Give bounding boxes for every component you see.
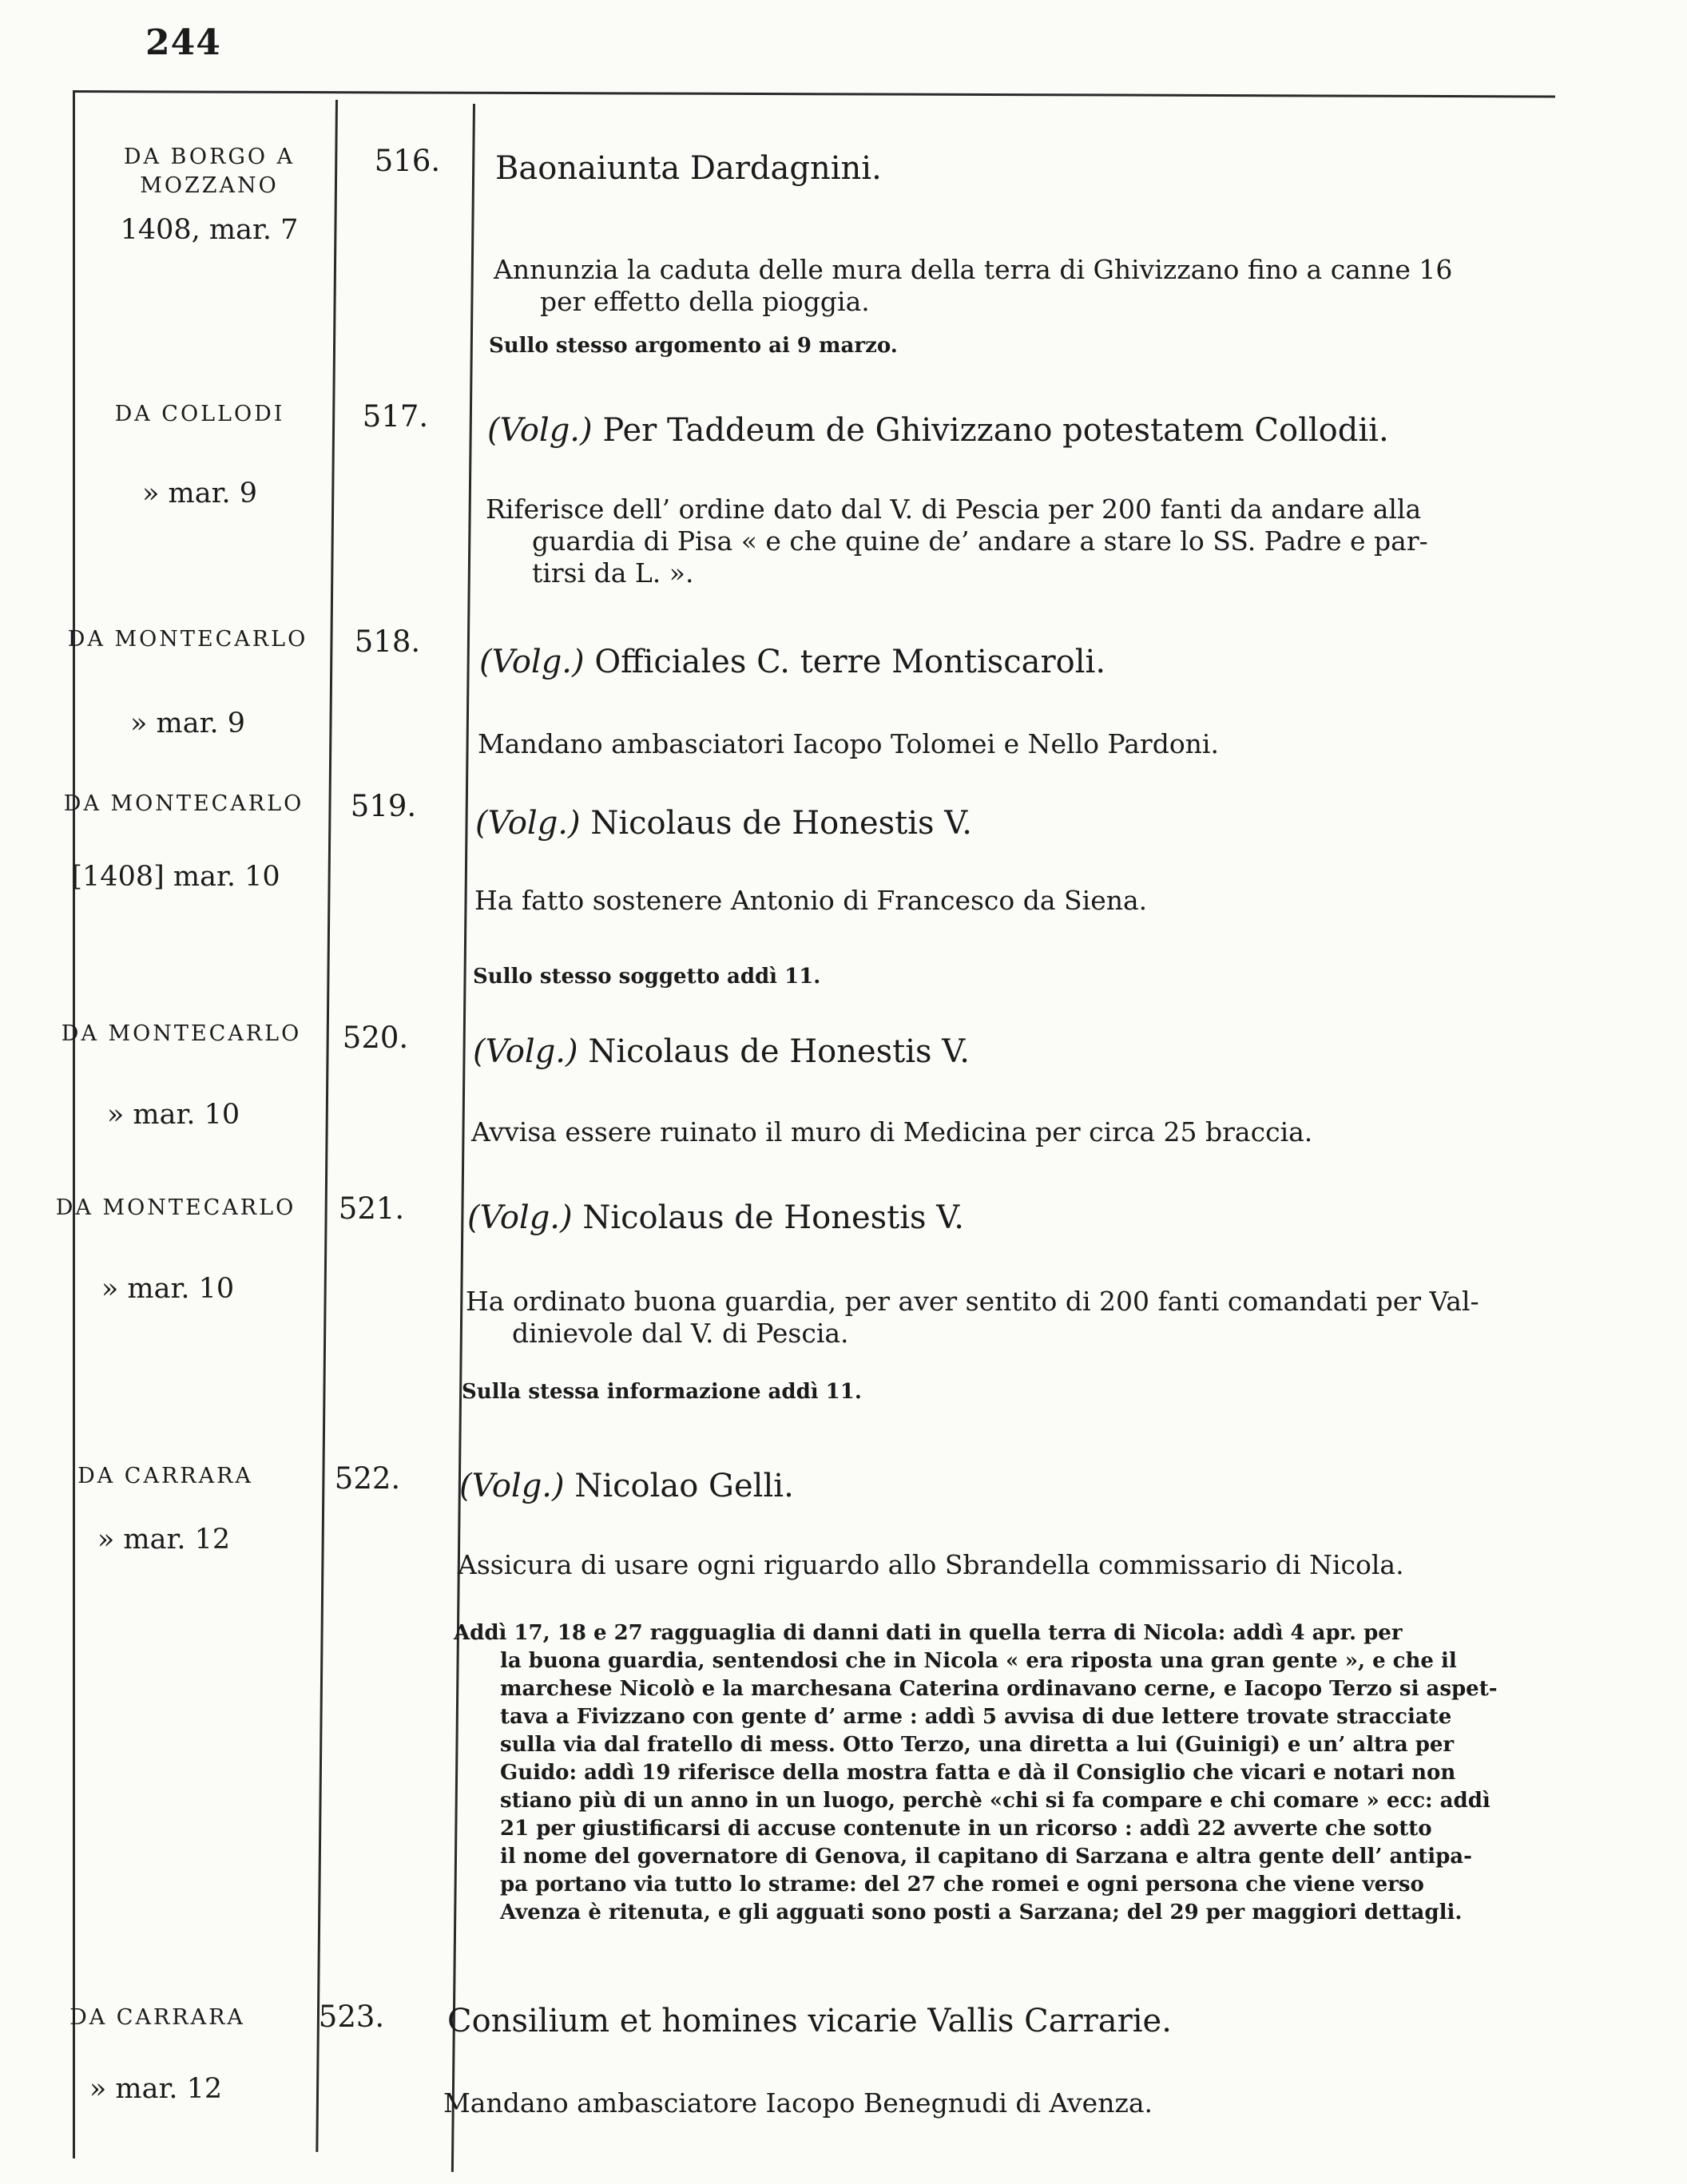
entry-place: DA CARRARA [77, 1464, 253, 1488]
entry-note: Sulla stessa informazione addì 11. [462, 1380, 862, 1404]
volg-marker: (Volg.) [459, 1468, 565, 1504]
summary-line: Mandano ambasciatori Iacopo Tolomei e Nello Pardoni. [478, 728, 1219, 759]
note-line: Guido: addì 19 riferisce della mostra fatta e dà il Consiglio che vicari e notari non [500, 1761, 1456, 1785]
entry-note [454, 1619, 1516, 1927]
note-line: il nome del governatore di Genova, il capitano di Sarzana e altra gente dell’ antipa- [500, 1845, 1472, 1869]
note-line: stiano più di un anno in un luogo, perchè «chi si fa compare e chi comare » ecc: addì [500, 1789, 1491, 1813]
entry-date: » mar. 10 [106, 1099, 240, 1131]
entry-title [473, 1033, 970, 1070]
title-text: Per Taddeum de Ghivizzano potestatem Collodii. [602, 412, 1389, 449]
note-line: Addì 17, 18 e 27 ragguaglia di danni dati in quella terra di Nicola: addì 4 apr. per [454, 1621, 1403, 1645]
title-text: Nicolao Gelli. [574, 1468, 794, 1504]
entry-summary [458, 1549, 1512, 1581]
volg-marker: (Volg.) [487, 412, 593, 449]
note-line: la buona guardia, sentendosi che in Nicola « era riposta una gran gente », e che il [500, 1649, 1457, 1673]
summary-line: Riferisce dell’ ordine dato dal V. di Pescia per 200 fanti da andare alla [486, 493, 1422, 525]
entry-title [459, 1468, 794, 1504]
page-number: 244 [145, 22, 221, 63]
entry-note: Sullo stesso soggetto addì 11. [473, 965, 821, 989]
volg-marker: (Volg.) [473, 1033, 578, 1070]
entry-number: 521. [338, 1191, 405, 1226]
summary-line: Assicura di usare ogni riguardo allo Sbrandella commissario di Nicola. [458, 1549, 1404, 1580]
entry-place: DA BORGO A [123, 145, 296, 169]
volg-marker: (Volg.) [467, 1199, 573, 1236]
entry-date: [1408] mar. 10 [71, 861, 280, 893]
entry-date: » mar. 9 [142, 478, 257, 509]
entry-place-cont: MOZZANO [140, 173, 279, 198]
entry-title [479, 644, 1105, 680]
entry-place: DA MONTECARLO [67, 627, 308, 652]
entry-number: 523. [318, 2000, 385, 2034]
summary-line: guardia di Pisa « e che quine de’ andare a stare lo SS. Padre e par- [532, 525, 1428, 557]
note-line: pa portano via tutto lo strame: del 27 che romei e ogni persona che viene verso [500, 1873, 1424, 1897]
volg-marker: (Volg.) [475, 805, 581, 842]
entry-summary [471, 1116, 1518, 1148]
entry-summary [466, 1286, 1520, 1350]
entry-summary [478, 728, 1524, 760]
entry-number: 516. [374, 144, 441, 178]
note-line: sulla via dal fratello di mess. Otto Terzo, una diretta a lui (Guinigi) e un’ altra per [500, 1733, 1455, 1757]
note-line: 21 per giustificarsi di accuse contenute in un ricorso : addì 22 avverte che sotto [500, 1817, 1432, 1841]
entry-number: 518. [354, 624, 421, 659]
entry-place: DA MONTECARLO [55, 1195, 296, 1220]
entry-place: DA CARRARA [69, 2005, 245, 2030]
entry-summary [474, 885, 1521, 917]
entry-summary [486, 493, 1532, 589]
summary-line: tirsi da L. ». [532, 557, 694, 589]
entry-date: » mar. 10 [101, 1273, 235, 1305]
entry-title: Consilium et homines vicarie Vallis Carrarie. [447, 2003, 1172, 2039]
entry-title [487, 412, 1389, 449]
entry-date: » mar. 12 [89, 2073, 223, 2105]
entry-date: » mar. 9 [130, 708, 245, 739]
note-line: Avenza è ritenuta, e gli agguati sono posti a Sarzana; del 29 per maggiori dettagli. [500, 1901, 1463, 1924]
title-text: Nicolaus de Honestis V. [588, 1033, 970, 1070]
entry-note: Sullo stesso argomento ai 9 marzo. [489, 334, 898, 358]
title-text: Officiales C. terre Montiscaroli. [594, 644, 1106, 680]
entry-date: » mar. 12 [97, 1524, 231, 1556]
entry-place: DA COLLODI [114, 402, 285, 426]
summary-line: dinievole dal V. di Pescia. [512, 1318, 849, 1349]
note-line: marchese Nicolò e la marchesana Caterina ordinavano cerne, e Iacopo Terzo si aspet- [500, 1677, 1498, 1701]
entry-number: 519. [350, 789, 417, 823]
summary-line: Mandano ambasciatore Iacopo Benegnudi di Avenza. [443, 2087, 1153, 2119]
summary-line: Ha ordinato buona guardia, per aver sentito di 200 fanti comandati per Val- [466, 1286, 1479, 1317]
entry-number: 522. [334, 1461, 401, 1496]
entry-title: Baonaiunta Dardagnini. [495, 150, 882, 187]
top-rule [73, 90, 1555, 97]
entry-place: DA MONTECARLO [63, 791, 304, 816]
entry-date: 1408, mar. 7 [120, 214, 299, 246]
title-text: Nicolaus de Honestis V. [590, 805, 972, 842]
entry-summary [443, 2087, 1498, 2119]
summary-line: Annunzia la caduta delle mura della terra di Ghivizzano fino a canne 16 [494, 254, 1453, 285]
note-line: tava a Fivizzano con gente d’ arme : addì 5 avvisa di due lettere trovate stracciate [500, 1705, 1452, 1729]
entry-place: DA MONTECARLO [61, 1021, 302, 1046]
summary-line: per effetto della pioggia. [540, 286, 870, 317]
title-text: Nicolaus de Honestis V. [582, 1199, 964, 1236]
summary-line: Avvisa essere ruinato il muro di Medicina per circa 25 braccia. [471, 1116, 1313, 1147]
volg-marker: (Volg.) [479, 644, 585, 680]
entry-summary [494, 254, 1540, 318]
summary-line: Ha fatto sostenere Antonio di Francesco da Siena. [474, 885, 1148, 916]
entry-number: 517. [362, 399, 429, 434]
entry-title [475, 805, 972, 842]
entry-title [467, 1199, 964, 1236]
entry-number: 520. [342, 1021, 409, 1055]
